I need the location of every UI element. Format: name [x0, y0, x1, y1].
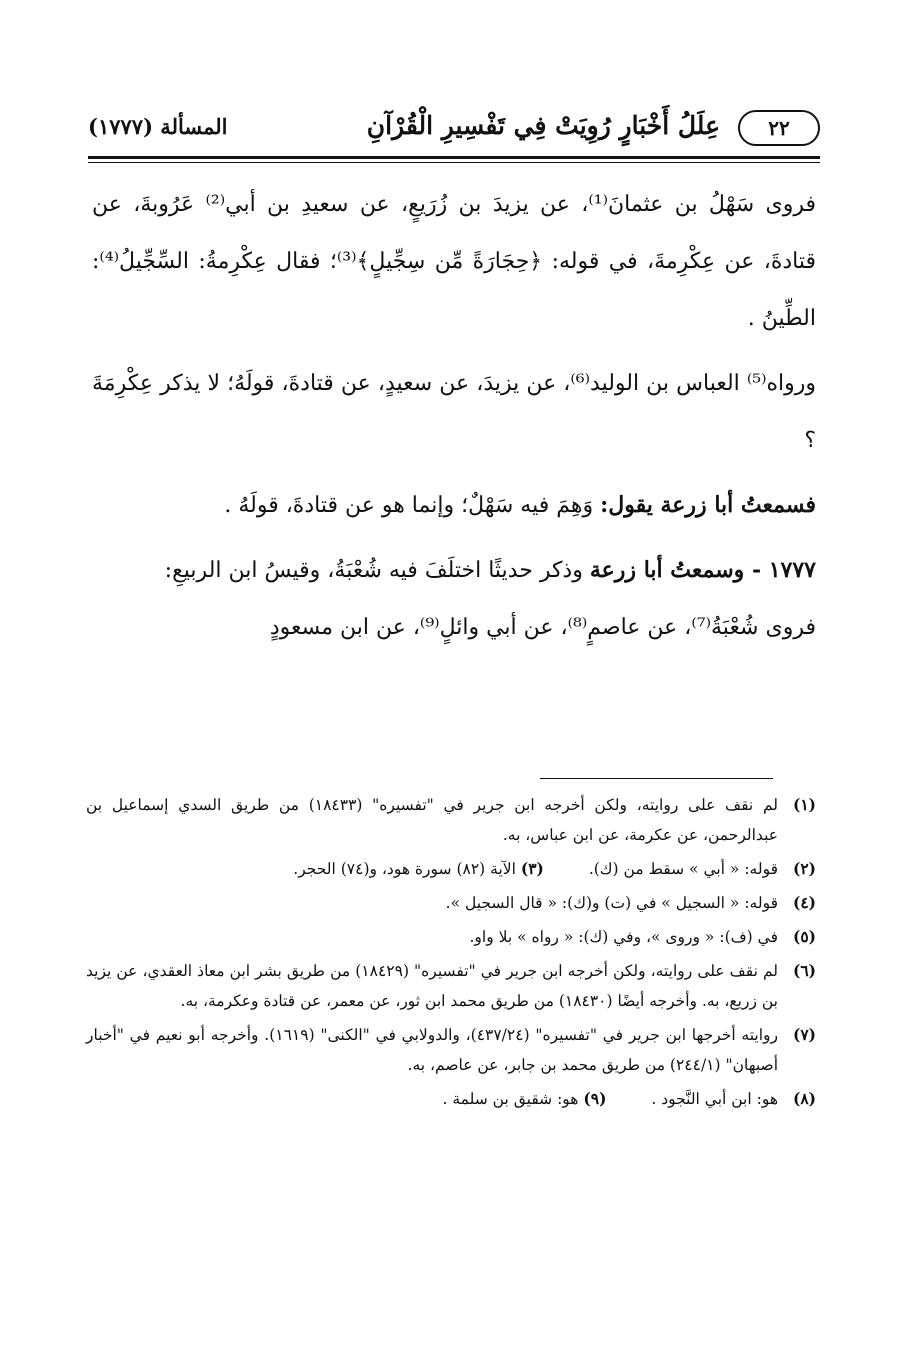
footnote: [86, 888, 816, 918]
footnote: [86, 790, 816, 850]
footnote-text: قوله: « السجيل » في (ت) و(ك): « قال السجيل ».: [445, 894, 778, 912]
paragraph-4-rest: وذكر حديثًا اختلَفَ فيه شُعْبَةُ، وقيسُ ابن الربيعِ:: [164, 558, 590, 583]
page-header: [88, 106, 820, 154]
issue-title: المسألة (١٧٧٧): [88, 114, 228, 139]
paragraph-3-lead: فسمعتُ أبا زرعة يقول:: [600, 492, 816, 518]
footnote-separator: [540, 778, 773, 779]
book-title: عِلَلُ أَخْبَارٍ رُوِيَتْ فِي تَفْسِيرِ الْقُرْآنِ: [366, 111, 720, 140]
footnote-text: هو: ابن أبي النَّجود .: [651, 1090, 778, 1108]
footnote-number: (٢): [792, 859, 816, 878]
header-rule-thin: [88, 162, 820, 163]
footnote-number: (٦): [792, 961, 816, 980]
page-number: ٢٢: [738, 110, 820, 146]
paragraph-5: فروى شُعْبَةُ⁽⁷⁾، عن عاصمٍ⁽⁸⁾، عن أبي وائلٍ⁽⁹⁾، عن ابن مسعودٍ: [269, 615, 816, 640]
main-text: [92, 176, 816, 656]
footnote-number: (٨): [792, 1089, 816, 1108]
footnote-text: روايته أخرجها ابن جرير في "تفسيره" (٤٣٧/٢٤)، والدولابي في "الكنى" (١٦١٩). وأخرجه أبو نعيم في "أخبار أصبهان" (٢٤٤/١) من طريق محمد بن جابر، عن عاصم، به.: [86, 1026, 778, 1074]
footnote-inline: [443, 1084, 607, 1114]
paragraph-3: [92, 477, 816, 534]
footnote-number: (٩): [583, 1089, 607, 1108]
header-rule-thick: [88, 156, 820, 159]
paragraph-3-rest: وَهِمَ فيه سَهْلٌ؛ وإنما هو عن قتادةَ، قولَهُ .: [224, 493, 601, 518]
footnotes: [86, 790, 816, 1118]
footnote-text: الآية (٨٢) سورة هود، و(٧٤) الحجر.: [293, 860, 516, 878]
footnote: [86, 854, 816, 884]
footnote: [86, 1020, 816, 1080]
footnote-text: لم نقف على روايته، ولكن أخرجه ابن جرير في "تفسيره" (١٨٤٣٣) من طريق السدي إسماعيل بن عبدالرحمن، عن عكرمة، عن ابن عباس، به.: [86, 796, 778, 844]
footnote-number: (١): [792, 795, 816, 814]
footnote: [86, 956, 816, 1016]
footnote: [86, 922, 816, 952]
footnote-number: (٤): [792, 893, 816, 912]
paragraph-4: [92, 542, 816, 599]
footnote-text: لم نقف على روايته، ولكن أخرجه ابن جرير في "تفسيره" (١٨٤٢٩) من طريق بشر ابن معاذ العقدي، عن يزيد بن زريع، به. وأخرجه أيضًا (١٨٤٣٠) من طريق محمد ابن ثور، عن معمر، عن قتادة وعكرمة، به.: [86, 962, 778, 1010]
footnote-number: (٣): [520, 859, 544, 878]
paragraph-1: فروى سَهْلُ بن عثمانَ⁽¹⁾، عن يزيدَ بن زُرَيعٍ، عن سعيدِ بن أبي⁽²⁾ عَرُوبةَ، عن قتادةَ، عن عِكْرِمةَ، في قوله: ﴿حِجَارَةً مِّن سِجِّيلٍ﴾⁽³⁾؛ فقال عِكْرِمةُ: السِّجِّيلُ⁽⁴⁾: الطِّينُ .: [92, 192, 817, 331]
footnote-text: قوله: « أبي » سقط من (ك).: [588, 860, 778, 878]
paragraph-2: ورواه⁽⁵⁾ العباس بن الوليد⁽⁶⁾، عن يزيدَ، عن سعيدٍ، عن قتادةَ، قولَهُ؛ لا يذكر عِكْرِمَةَ ؟: [92, 371, 816, 453]
paragraph-4-lead: ١٧٧٧ - وسمعتُ أبا زرعة: [589, 557, 816, 583]
footnote-inline: [293, 854, 544, 884]
footnote: [86, 1084, 816, 1114]
footnote-text: في (ف): « وروى »، وفي (ك): « رواه » بلا واو.: [469, 928, 778, 946]
footnote-number: (٧): [792, 1025, 816, 1044]
footnote-number: (٥): [792, 927, 816, 946]
footnote-text: هو: شقيق بن سلمة .: [442, 1090, 579, 1108]
